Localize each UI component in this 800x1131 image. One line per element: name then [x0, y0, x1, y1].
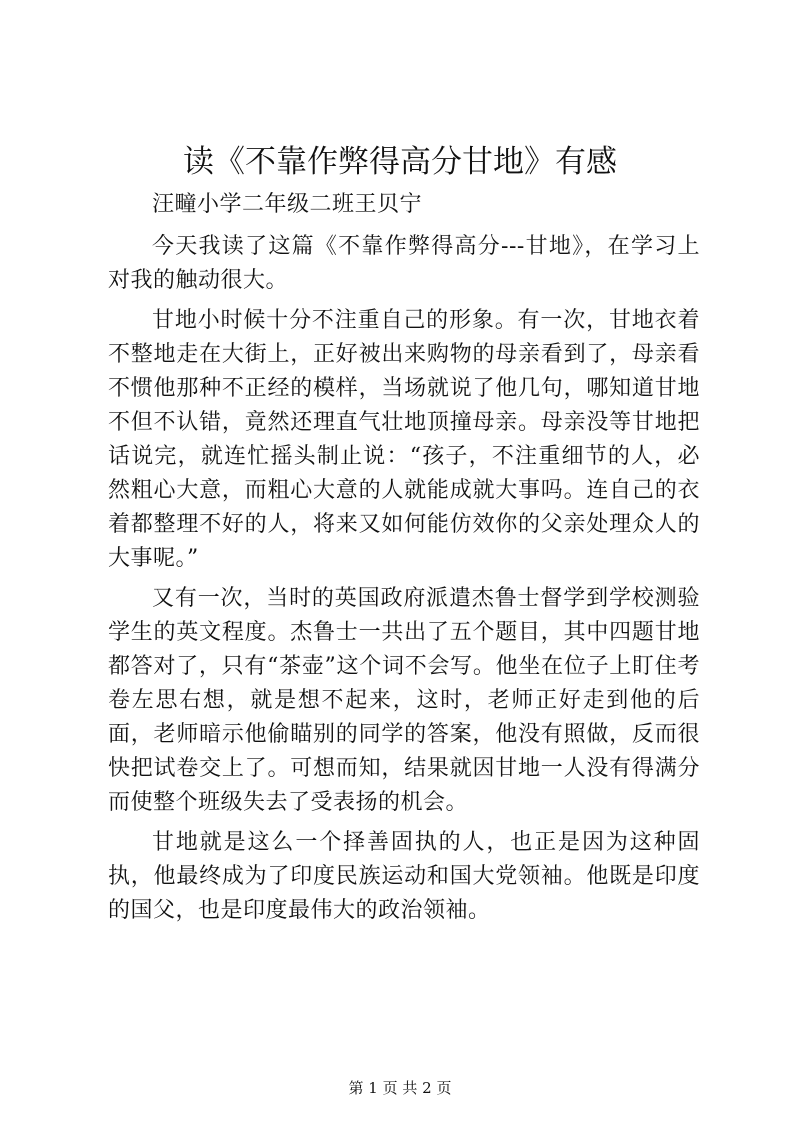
page-number-footer: 第 1 页 共 2 页: [348, 1079, 452, 1097]
paragraph-2: 甘地小时候十分不注重自己的形象。有一次，甘地衣着不整地走在大街上，正好被出来购物的母亲看到了，母亲看不惯他那种不正经的模样，当场就说了他几句，哪知道甘地不但不认错，竟然还理直气壮地顶撞母亲。母亲没等甘地把话说完，就连忙摇头制止说：“孩子，不注重细节的人，必然粗心大意，而粗心大意的人就能成就大事吗。连自己的衣着都整理不好的人，将来又如何能仿效你的父亲处理众人的大事呢。”: [108, 308, 700, 571]
paragraph-3: 又有一次，当时的英国政府派遣杰鲁士督学到学校测验学生的英文程度。杰鲁士一共出了五个题目，其中四题甘地都答对了，只有“茶壶”这个词不会写。他坐在位子上盯住考卷左思右想，就是想不起来，这时，老师正好走到他的后面，老师暗示他偷瞄别的同学的答案，他没有照做，反而很快把试卷交上了。可想而知，结果就因甘地一人没有得满分而使整个班级失去了受表扬的机会。: [108, 586, 700, 815]
document-body: [108, 188, 700, 934]
paragraph-1: 今天我读了这篇《不靠作弊得高分---甘地》，在学习上对我的触动很大。: [108, 234, 700, 293]
author-line: 汪疃小学二年级二班王贝宁: [152, 192, 423, 217]
paragraph-4: 甘地就是这么一个择善固执的人，也正是因为这种固执，他最终成为了印度民族运动和国大党领袖。他既是印度的国父，也是印度最伟大的政治领袖。: [108, 830, 700, 923]
document-title: 读《不靠作弊得高分甘地》有感: [183, 144, 617, 180]
